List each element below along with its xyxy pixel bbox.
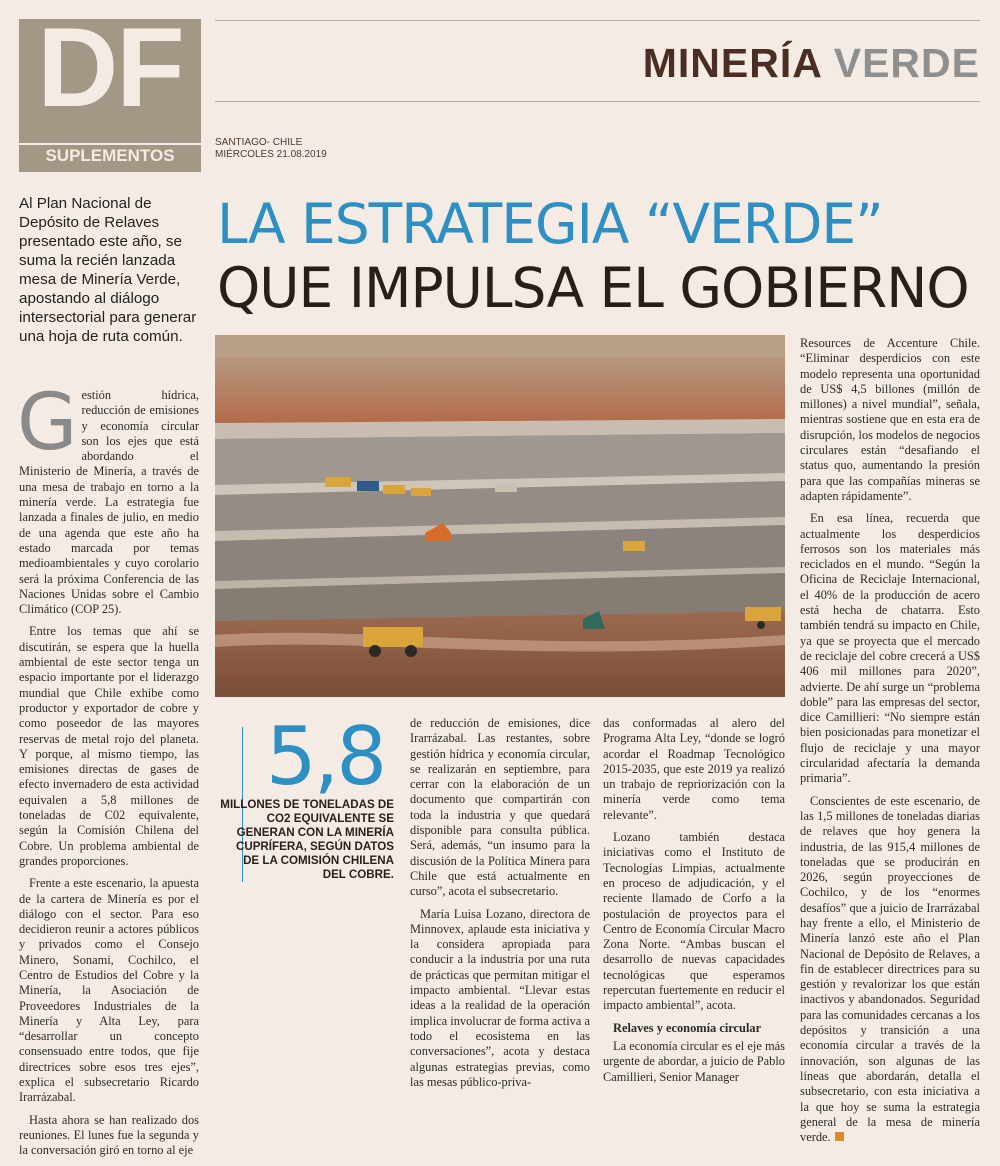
section-title [643,40,980,87]
headline-line-1: LA ESTRATEGIA “VERDE” [217,192,883,256]
stat-caption: MILLONES DE TONELADAS DE CO2 EQUIVALENTE SE GENERAN CON LA MINERÍA CUPRÍFERA, SEGÚN DATOS DE LA COMISIÓN CHILENA DEL COBRE. [220,798,394,881]
top-rule [215,20,980,21]
stat-number: 5,8 [265,710,385,803]
mine-photo [215,335,785,697]
headline-line-2: QUE IMPULSA EL GOBIERNO [217,256,969,320]
section-word-mineria: MINERÍA [642,40,822,86]
article-column-3 [410,716,590,1097]
middle-rule [215,101,980,102]
paragraph-5: de reducción de emisiones, dice Irarrázabal. Las restantes, sobre gestión hídrica y economía circular, se realizarán en septiembre, para cerrar con la elaboración de un documento que compartirán con toda la industria y que quedará disponible para consulta pública. Será, además, “un insumo para la discusión de la Política Minera para Chile que está actualmente en curso”, acota el subsecretario. [410,716,590,899]
paragraph-1: Gestión hídrica, reducción de emisiones y economía circular son los ejes que está abordando el Ministerio de Minería, a través de una mesa de trabajo en torno a la minería verde. La estrategia fue lanzada a finales de julio, en medio de una agenda que este año ha estado marcada por temas medioambientales y cuyo corolario será la próxima Conferencia de las Naciones Unidas sobre el Cambio Climático (COP 25). [17,378,199,617]
paragraph-6: María Luisa Lozano, directora de Minnovex, aplaude esta iniciativa y la considera apropiada para conducir a la industria por una ruta de prácticas que permitan mitigar el impacto ambiental. “Llevar estas ideas a la realidad de la operación implica involucrar de forma activa a todo el ecosistema en las conversaciones”, acota y destaca algunas estrategias previas, como las mesas público-priva- [410,906,590,1089]
paragraph-4: Hasta ahora se han realizado dos reuniones. El lunes fue la segunda y la conversación giró en torno al eje [19,1112,199,1158]
section-word-verde: VERDE [833,40,980,86]
end-mark [835,1132,844,1141]
dateline-city: SANTIAGO- CHILE [215,137,303,148]
paragraph-2: Entre los temas que ahí se discutirán, se espera que la huella ambiental de este sector tenga un espacio importante por el liderazgo mundial que Chile exhibe como productor y exportador de cobre y como poseedor de las mayores reservas de metal rojo del planeta. Y porque, al mismo tiempo, las emisiones directas de gases de efecto invernadero de esta actividad equivalen a 5,8 millones de toneladas de C02 equivalente, según la Comisión Chilena del Cobre. Un problema ambiental de grandes proporciones. [19,624,199,868]
logo-suplementos: SUPLEMENTOS [45,146,175,165]
dateline-date: MIÉRCOLES 21.08.2019 [215,149,327,160]
paragraph-10: Resources de Accenture Chile. “Eliminar desperdicios con este modelo representa una oportunidad de US$ 4,5 billones (millón de millones) a nivel mundial”, señala, mientras sostiene que en esta era de disrupción, los modelos de negocios circulares están “desafiando el status quo, aumentando la presión para que las compañías mineras se adapten rápidamente”. [800,336,980,503]
mine-photo-illustration [215,335,785,697]
article-column-5 [800,336,980,1152]
paragraph-12: Conscientes de este escenario, de las 1,5 millones de toneladas diarias de relaves que hoy genera la industria, de las 915,4 millones de toneladas que se producirán en 2026, según proyecciones de Cochilco, y de los “enormes desafíos” que a juicio de Irarrázabal hay frente a ello, el Ministerio de Minería lanzó este año el Plan Nacional de Depósito de Relaves, a fin de establecer directrices para su gestión y revalorizar los que están inactivos y abandonados. Seguridad para las comunidades cercanas a los depósitos y transición a una economía circular a través de la innovación, son algunas de las líneas que abordarán, detalla el subsecretario, con esta iniciativa a la que hoy se suma la estrategia general de la mesa de minería verde. [800,793,980,1145]
dateline [215,137,327,161]
df-logo: DF [37,5,183,130]
paragraph-7: das conformadas al alero del Programa Alta Ley, “donde se logró acordar el Roadmap Tecnológico 2015-2035, que este 2019 ya realizó un trabajo de repriorización con la minería verde como tema relevante”. [603,716,785,822]
dropcap: G [17,378,78,468]
article-column-4 [603,716,785,1092]
paragraph-11: En esa línea, recuerda que actualmente los desperdicios ferrosos son los materiales más reciclados en el mundo. “Según la Oficina de Reciclaje Internacional, el 40% de la producción de acero está hecha de chatarra. Esto también tendrá su impacto en Chile, ya que se proyecta que el mercado de reciclaje del cobre crecerá a US$ 406 mil millones para 2020”, advierte. De ahí surge un “problema doble” para las empresas del sector, dice Camillieri: “No siempre están bien posicionadas para monetizar el flujo de reciclaje y una mayor circularidad afectaría la demanda primaria”. [800,511,980,786]
subhead-relaves: Relaves y economía circular [613,1020,762,1035]
paragraph-8: Lozano también destaca iniciativas como el Instituto de Tecnologías Limpias, actualmente en proceso de adjudicación, y el reciente llamado de Corfo a la postulación de proyectos para el Centro de Economía Circular Macro Zona Norte. “Ambas buscan el desarrollo de nuevas capacidades tecnológicas que esperamos repercutan fuertemente en reducir el impacto ambiental”, acota. [603,830,785,1013]
article-lead: Al Plan Nacional de Depósito de Relaves presentado este año, se suma la recién lanzada mesa de Minería Verde, apostando al diálogo intersectorial para generar una hoja de ruta común. [19,195,197,345]
article-column-1 [17,378,199,1166]
paragraph-3: Frente a este escenario, la apuesta de la cartera de Minería es por el diálogo con el sector. Para eso decidieron reunir a actores públicos y privados como el Consejo Minero, Sonami, Cochilco, el Centro de Estudios del Cobre y la Minería, la Asociación de Proveedores Industriales de la Minería y Alta Ley, para “desarrollar un concepto consensuado entre todos, que fije directrices sobre esos tres ejes”, explica el subsecretario Ricardo Irarrázabal. [19,876,199,1105]
paragraph-9: La economía circular es el eje más urgente de abordar, a juicio de Pablo Camillieri, Senior Manager [603,1038,785,1084]
